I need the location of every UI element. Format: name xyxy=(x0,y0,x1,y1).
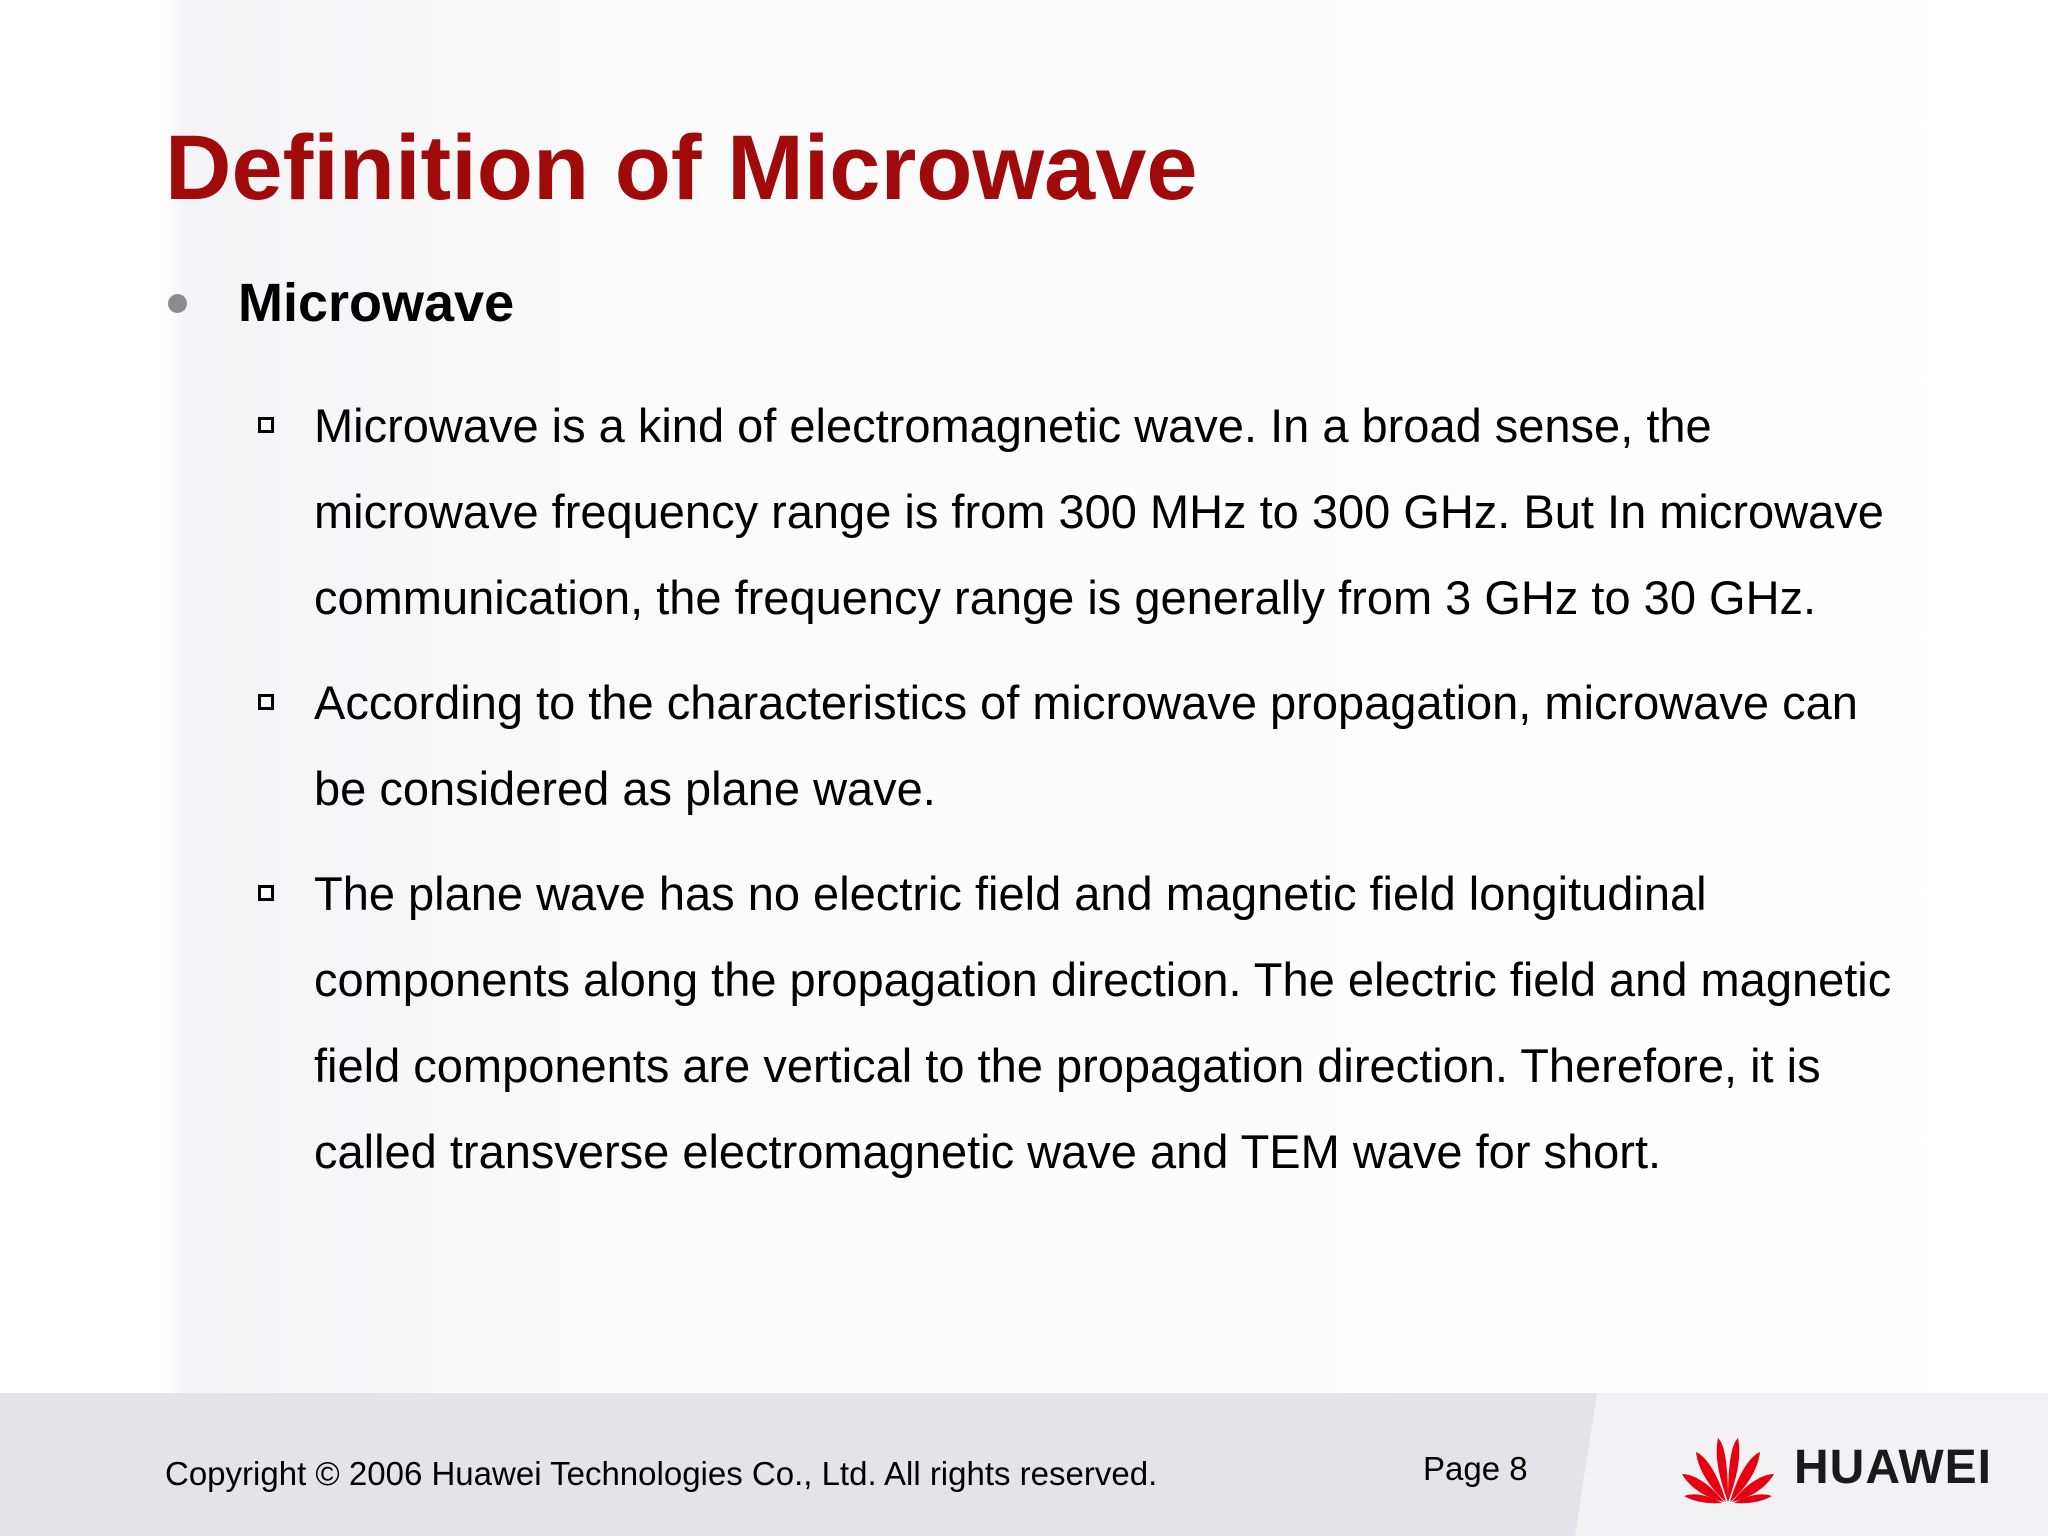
copyright-text: Copyright © 2006 Huawei Technologies Co., Ltd. All rights reserved. xyxy=(165,1455,1158,1492)
bullet-level-1 xyxy=(168,272,514,334)
logo-wordmark: HUAWEI xyxy=(1794,1440,1992,1494)
sub-bullet-text: The plane wave has no electric field and magnetic field longitudinal components along the propagation direction. The electric field and magnetic field components are vertical to the propagation direction. Therefore, it is called transverse electromagnetic wave and TEM wave for short. xyxy=(314,867,1892,1178)
sub-bullet-list xyxy=(258,383,1908,1214)
huawei-logo xyxy=(1680,1430,1992,1504)
sub-bullet-item xyxy=(258,383,1908,641)
bullet-dot-icon xyxy=(168,294,187,313)
sub-bullet-text: According to the characteristics of microwave propagation, microwave can be considered as plane wave. xyxy=(314,676,1858,815)
page-number: Page 8 xyxy=(1423,1450,1528,1487)
huawei-petal-icon xyxy=(1680,1430,1776,1504)
square-bullet-icon xyxy=(258,417,274,433)
sub-bullet-text: Microwave is a kind of electromagnetic wave. In a broad sense, the microwave frequency range is from 300 MHz to 300 GHz. But In microwave communication, the frequency range is generally from 3 GHz to 30 GHz. xyxy=(314,399,1884,624)
sub-bullet-item xyxy=(258,851,1908,1195)
square-bullet-icon xyxy=(258,885,274,901)
slide-title: Definition of Microwave xyxy=(165,117,1198,219)
square-bullet-icon xyxy=(258,694,274,710)
bullet-heading: Microwave xyxy=(238,273,515,333)
sub-bullet-item xyxy=(258,660,1908,832)
